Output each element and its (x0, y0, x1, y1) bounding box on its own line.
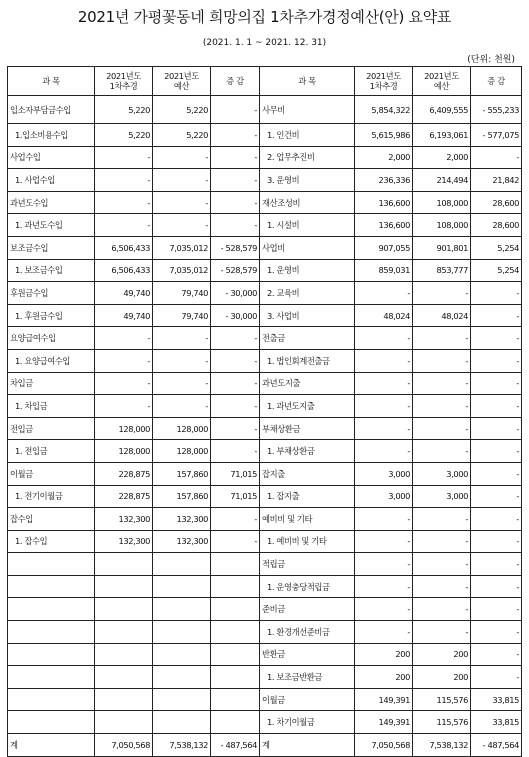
income-item-cell (8, 575, 95, 598)
expense-item-cell: 과년도지출 (260, 372, 355, 395)
expense-diff-cell: - (471, 666, 522, 689)
income-item-cell (8, 688, 95, 711)
income-prev-cell (95, 688, 153, 711)
expense-curr-cell: 115,576 (413, 688, 471, 711)
budget-summary-table (7, 66, 522, 757)
income-diff-cell: - (211, 395, 260, 418)
income-diff-cell: - 487,564 (211, 734, 260, 757)
expense-prev-cell: 859,031 (355, 259, 413, 282)
income-curr-cell: - (153, 214, 211, 237)
expense-prev-cell: - (355, 372, 413, 395)
income-curr-header: 2021년도 예산 (153, 67, 211, 96)
expense-diff-cell: - (471, 372, 522, 395)
income-item-cell: 사업수입 (8, 146, 95, 169)
income-curr-cell: 79,740 (153, 304, 211, 327)
table-row (8, 372, 522, 395)
income-curr-cell: 79,740 (153, 282, 211, 305)
income-diff-cell: - (211, 508, 260, 531)
expense-prev-cell: 7,050,568 (355, 734, 413, 757)
income-prev-cell (95, 598, 153, 621)
expense-prev-cell: - (355, 553, 413, 576)
table-row (8, 124, 522, 147)
expense-curr-header: 2021년도 예산 (413, 67, 471, 96)
expense-prev-header: 2021년도 1차추경 (355, 67, 413, 96)
expense-item-cell: 반환금 (260, 643, 355, 666)
expense-diff-cell: - (471, 395, 522, 418)
expense-prev-cell: 236,336 (355, 169, 413, 192)
income-prev-cell: 7,050,568 (95, 734, 153, 757)
expense-item-cell: 예비비 및 기타 (260, 508, 355, 531)
income-prev-cell: - (95, 349, 153, 372)
income-diff-cell: - (211, 440, 260, 463)
table-row (8, 417, 522, 440)
income-diff-cell: - 528,579 (211, 236, 260, 259)
expense-diff-cell: - (471, 417, 522, 440)
table-row (8, 236, 522, 259)
expense-prev-cell: 3,000 (355, 485, 413, 508)
income-prev-cell: 228,875 (95, 462, 153, 485)
expense-diff-cell: - (471, 508, 522, 531)
income-item-cell (8, 666, 95, 689)
income-prev-cell: - (95, 169, 153, 192)
income-prev-cell: 228,875 (95, 485, 153, 508)
income-item-cell (8, 643, 95, 666)
expense-curr-cell: 2,000 (413, 146, 471, 169)
expense-prev-cell: 149,391 (355, 711, 413, 734)
table-row (8, 530, 522, 553)
expense-curr-cell: 108,000 (413, 191, 471, 214)
income-prev-cell (95, 553, 153, 576)
income-curr-cell: 5,220 (153, 124, 211, 147)
income-prev-cell: 128,000 (95, 440, 153, 463)
expense-item-cell: 준비금 (260, 598, 355, 621)
income-curr-cell (153, 666, 211, 689)
income-item-cell (8, 711, 95, 734)
income-diff-cell: - (211, 530, 260, 553)
expense-item-cell: 1. 법인회계전출금 (260, 349, 355, 372)
expense-item-cell: 1. 부채상환금 (260, 440, 355, 463)
income-curr-cell: - (153, 146, 211, 169)
income-item-cell: 1. 전입금 (8, 440, 95, 463)
income-diff-cell: - 30,000 (211, 282, 260, 305)
income-prev-cell: 132,300 (95, 530, 153, 553)
expense-diff-cell: - (471, 146, 522, 169)
income-curr-cell: 5,220 (153, 96, 211, 124)
income-prev-header: 2021년도 1차추경 (95, 67, 153, 96)
table-row (8, 575, 522, 598)
income-prev-cell: - (95, 191, 153, 214)
income-diff-cell (211, 553, 260, 576)
expense-item-cell: 2. 교육비 (260, 282, 355, 305)
income-curr-cell: 128,000 (153, 417, 211, 440)
income-item-cell: 1. 전기이월금 (8, 485, 95, 508)
expense-diff-cell: - (471, 643, 522, 666)
expense-diff-cell: - (471, 621, 522, 644)
income-diff-cell: - (211, 146, 260, 169)
table-row (8, 485, 522, 508)
income-prev-cell: 6,506,433 (95, 236, 153, 259)
table-row (8, 553, 522, 576)
income-prev-cell: - (95, 372, 153, 395)
expense-item-cell: 2. 업무추진비 (260, 146, 355, 169)
income-item-cell: 1. 과년도수입 (8, 214, 95, 237)
income-curr-cell: - (153, 395, 211, 418)
income-item-header: 과 목 (8, 67, 95, 96)
expense-curr-cell: - (413, 372, 471, 395)
income-item-cell (8, 598, 95, 621)
income-curr-cell (153, 553, 211, 576)
expense-prev-cell: - (355, 327, 413, 350)
expense-diff-cell: - (471, 304, 522, 327)
table-row (8, 462, 522, 485)
income-diff-cell: - (211, 417, 260, 440)
expense-prev-cell: - (355, 508, 413, 531)
expense-curr-cell: - (413, 327, 471, 350)
income-diff-cell: - (211, 327, 260, 350)
income-prev-cell: 5,220 (95, 96, 153, 124)
income-curr-cell: - (153, 372, 211, 395)
table-row (8, 598, 522, 621)
expense-item-cell: 전출금 (260, 327, 355, 350)
income-curr-cell (153, 621, 211, 644)
expense-prev-cell: 2,000 (355, 146, 413, 169)
expense-prev-cell: - (355, 440, 413, 463)
income-diff-cell: 71,015 (211, 462, 260, 485)
income-curr-cell: 132,300 (153, 508, 211, 531)
expense-curr-cell: - (413, 621, 471, 644)
income-prev-cell: 132,300 (95, 508, 153, 531)
income-item-cell (8, 621, 95, 644)
table-body (8, 96, 522, 757)
expense-item-cell: 3. 운영비 (260, 169, 355, 192)
income-prev-cell: 128,000 (95, 417, 153, 440)
expense-curr-cell: - (413, 282, 471, 305)
income-diff-cell: - 30,000 (211, 304, 260, 327)
expense-item-cell: 1. 운영충당적립금 (260, 575, 355, 598)
table-row (8, 259, 522, 282)
expense-item-cell: 1. 환경개선준비금 (260, 621, 355, 644)
expense-item-cell: 재산조성비 (260, 191, 355, 214)
table-row (8, 304, 522, 327)
table-row (8, 711, 522, 734)
expense-diff-cell: 33,815 (471, 711, 522, 734)
income-curr-cell (153, 598, 211, 621)
income-diff-cell: - (211, 372, 260, 395)
expense-diff-cell: - (471, 349, 522, 372)
income-prev-cell: 5,220 (95, 124, 153, 147)
income-item-cell: 요양급여수입 (8, 327, 95, 350)
income-curr-cell: 157,860 (153, 485, 211, 508)
expense-curr-cell: 214,494 (413, 169, 471, 192)
expense-item-cell: 1. 잡지출 (260, 485, 355, 508)
income-diff-cell: - (211, 191, 260, 214)
expense-diff-cell: - (471, 530, 522, 553)
income-prev-cell (95, 643, 153, 666)
expense-curr-cell: 6,409,555 (413, 96, 471, 124)
expense-diff-cell: - 555,233 (471, 96, 522, 124)
expense-item-cell: 적립금 (260, 553, 355, 576)
income-item-cell: 차입금 (8, 372, 95, 395)
table-row (8, 688, 522, 711)
income-diff-cell: - (211, 349, 260, 372)
expense-diff-cell: - (471, 575, 522, 598)
expense-item-cell: 1. 시설비 (260, 214, 355, 237)
expense-prev-cell: - (355, 417, 413, 440)
expense-prev-cell: 136,600 (355, 214, 413, 237)
income-diff-cell (211, 643, 260, 666)
expense-diff-cell: - 487,564 (471, 734, 522, 757)
income-prev-cell: - (95, 327, 153, 350)
expense-diff-cell: - (471, 485, 522, 508)
income-curr-cell: - (153, 327, 211, 350)
income-diff-cell (211, 598, 260, 621)
income-item-cell: 1.입소비용수입 (8, 124, 95, 147)
table-row (8, 214, 522, 237)
expense-curr-cell: - (413, 349, 471, 372)
expense-item-cell: 잡지출 (260, 462, 355, 485)
expense-diff-header: 증 감 (471, 67, 522, 96)
income-diff-cell: - (211, 169, 260, 192)
income-prev-cell: - (95, 146, 153, 169)
table-row (8, 395, 522, 418)
income-item-cell: 잡수입 (8, 508, 95, 531)
income-curr-cell (153, 575, 211, 598)
income-curr-cell: - (153, 349, 211, 372)
income-item-cell: 보조금수입 (8, 236, 95, 259)
expense-curr-cell: - (413, 598, 471, 621)
income-item-cell: 1. 사업수입 (8, 169, 95, 192)
expense-prev-cell: - (355, 575, 413, 598)
unit-note: (단위: 천원) (467, 55, 515, 65)
income-curr-cell: 132,300 (153, 530, 211, 553)
income-prev-cell (95, 666, 153, 689)
income-prev-cell (95, 711, 153, 734)
expense-curr-cell: - (413, 575, 471, 598)
table-row (8, 734, 522, 757)
expense-diff-cell: 28,600 (471, 191, 522, 214)
income-prev-cell: - (95, 214, 153, 237)
income-item-cell: 1. 잡수입 (8, 530, 95, 553)
expense-diff-cell: 5,254 (471, 259, 522, 282)
income-curr-cell: - (153, 169, 211, 192)
expense-item-cell: 이월금 (260, 688, 355, 711)
expense-curr-cell: 200 (413, 666, 471, 689)
expense-prev-cell: 5,854,322 (355, 96, 413, 124)
income-diff-cell: - (211, 96, 260, 124)
expense-prev-cell: 5,615,986 (355, 124, 413, 147)
income-item-cell: 전입금 (8, 417, 95, 440)
expense-diff-cell: - (471, 327, 522, 350)
income-item-cell: 과년도수입 (8, 191, 95, 214)
expense-prev-cell: - (355, 530, 413, 553)
expense-curr-cell: - (413, 553, 471, 576)
expense-prev-cell: - (355, 598, 413, 621)
table-row (8, 440, 522, 463)
expense-curr-cell: - (413, 508, 471, 531)
table-row (8, 508, 522, 531)
expense-item-cell: 사업비 (260, 236, 355, 259)
income-item-cell: 1. 후원금수입 (8, 304, 95, 327)
table-row (8, 621, 522, 644)
table-row (8, 349, 522, 372)
expense-diff-cell: - (471, 440, 522, 463)
income-diff-cell (211, 711, 260, 734)
table-header-row (8, 67, 522, 96)
expense-diff-cell: 21,842 (471, 169, 522, 192)
expense-diff-cell: - (471, 553, 522, 576)
expense-prev-cell: 149,391 (355, 688, 413, 711)
income-diff-cell (211, 575, 260, 598)
income-prev-cell: 6,506,433 (95, 259, 153, 282)
expense-diff-cell: - (471, 462, 522, 485)
expense-curr-cell: 3,000 (413, 485, 471, 508)
expense-item-cell: 사무비 (260, 96, 355, 124)
income-diff-header: 증 감 (211, 67, 260, 96)
income-diff-cell: 71,015 (211, 485, 260, 508)
expense-curr-cell: - (413, 395, 471, 418)
expense-curr-cell: - (413, 417, 471, 440)
expense-prev-cell: 200 (355, 666, 413, 689)
table-row (8, 666, 522, 689)
income-diff-cell (211, 688, 260, 711)
table-row (8, 327, 522, 350)
income-curr-cell (153, 688, 211, 711)
income-diff-cell: - 528,579 (211, 259, 260, 282)
income-item-cell: 1. 요양급여수입 (8, 349, 95, 372)
expense-prev-cell: 907,055 (355, 236, 413, 259)
table-row (8, 643, 522, 666)
expense-prev-cell: - (355, 395, 413, 418)
expense-curr-cell: 108,000 (413, 214, 471, 237)
income-prev-cell: - (95, 395, 153, 418)
table-row (8, 169, 522, 192)
income-item-cell: 입소자부담금수입 (8, 96, 95, 124)
expense-curr-cell: 115,576 (413, 711, 471, 734)
income-diff-cell: - (211, 124, 260, 147)
expense-diff-cell: - (471, 598, 522, 621)
table-row (8, 96, 522, 124)
expense-item-cell: 1. 예비비 및 기타 (260, 530, 355, 553)
expense-diff-cell: 28,600 (471, 214, 522, 237)
income-diff-cell (211, 621, 260, 644)
expense-item-header: 과 목 (260, 67, 355, 96)
expense-diff-cell: - (471, 282, 522, 305)
expense-item-cell: 계 (260, 734, 355, 757)
expense-curr-cell: - (413, 440, 471, 463)
income-curr-cell: 157,860 (153, 462, 211, 485)
budget-period: (2021. 1. 1 ~ 2021. 12. 31) (202, 38, 327, 48)
table-row (8, 282, 522, 305)
expense-item-cell: 1. 보조금반환금 (260, 666, 355, 689)
expense-curr-cell: 48,024 (413, 304, 471, 327)
expense-prev-cell: 136,600 (355, 191, 413, 214)
table-row (8, 191, 522, 214)
income-prev-cell (95, 575, 153, 598)
income-diff-cell: - (211, 214, 260, 237)
expense-curr-cell: 6,193,061 (413, 124, 471, 147)
income-curr-cell: 7,538,132 (153, 734, 211, 757)
expense-curr-cell: - (413, 530, 471, 553)
expense-prev-cell: 200 (355, 643, 413, 666)
income-item-cell: 1. 보조금수입 (8, 259, 95, 282)
income-item-cell: 후원금수입 (8, 282, 95, 305)
income-item-cell: 이월금 (8, 462, 95, 485)
income-item-cell: 계 (8, 734, 95, 757)
income-curr-cell (153, 643, 211, 666)
expense-item-cell: 3. 사업비 (260, 304, 355, 327)
table-row (8, 146, 522, 169)
expense-prev-cell: 3,000 (355, 462, 413, 485)
income-curr-cell (153, 711, 211, 734)
expense-item-cell: 1. 운영비 (260, 259, 355, 282)
expense-item-cell: 1. 인건비 (260, 124, 355, 147)
expense-item-cell: 부채상환금 (260, 417, 355, 440)
expense-prev-cell: - (355, 282, 413, 305)
income-prev-cell (95, 621, 153, 644)
expense-diff-cell: - 577,075 (471, 124, 522, 147)
expense-item-cell: 1. 과년도지출 (260, 395, 355, 418)
income-item-cell: 1. 차입금 (8, 395, 95, 418)
expense-prev-cell: - (355, 621, 413, 644)
income-item-cell (8, 553, 95, 576)
income-curr-cell: 7,035,012 (153, 259, 211, 282)
income-prev-cell: 49,740 (95, 304, 153, 327)
expense-prev-cell: - (355, 349, 413, 372)
income-curr-cell: 128,000 (153, 440, 211, 463)
expense-diff-cell: 5,254 (471, 236, 522, 259)
expense-curr-cell: 7,538,132 (413, 734, 471, 757)
income-curr-cell: - (153, 191, 211, 214)
expense-curr-cell: 3,000 (413, 462, 471, 485)
document-title: 2021년 가평꽃동네 희망의집 1차추가경정예산(안) 요약표 (77, 8, 452, 26)
income-diff-cell (211, 666, 260, 689)
expense-curr-cell: 901,801 (413, 236, 471, 259)
expense-item-cell: 1. 차기이월금 (260, 711, 355, 734)
expense-diff-cell: 33,815 (471, 688, 522, 711)
income-curr-cell: 7,035,012 (153, 236, 211, 259)
expense-curr-cell: 853,777 (413, 259, 471, 282)
income-prev-cell: 49,740 (95, 282, 153, 305)
expense-prev-cell: 48,024 (355, 304, 413, 327)
expense-curr-cell: 200 (413, 643, 471, 666)
